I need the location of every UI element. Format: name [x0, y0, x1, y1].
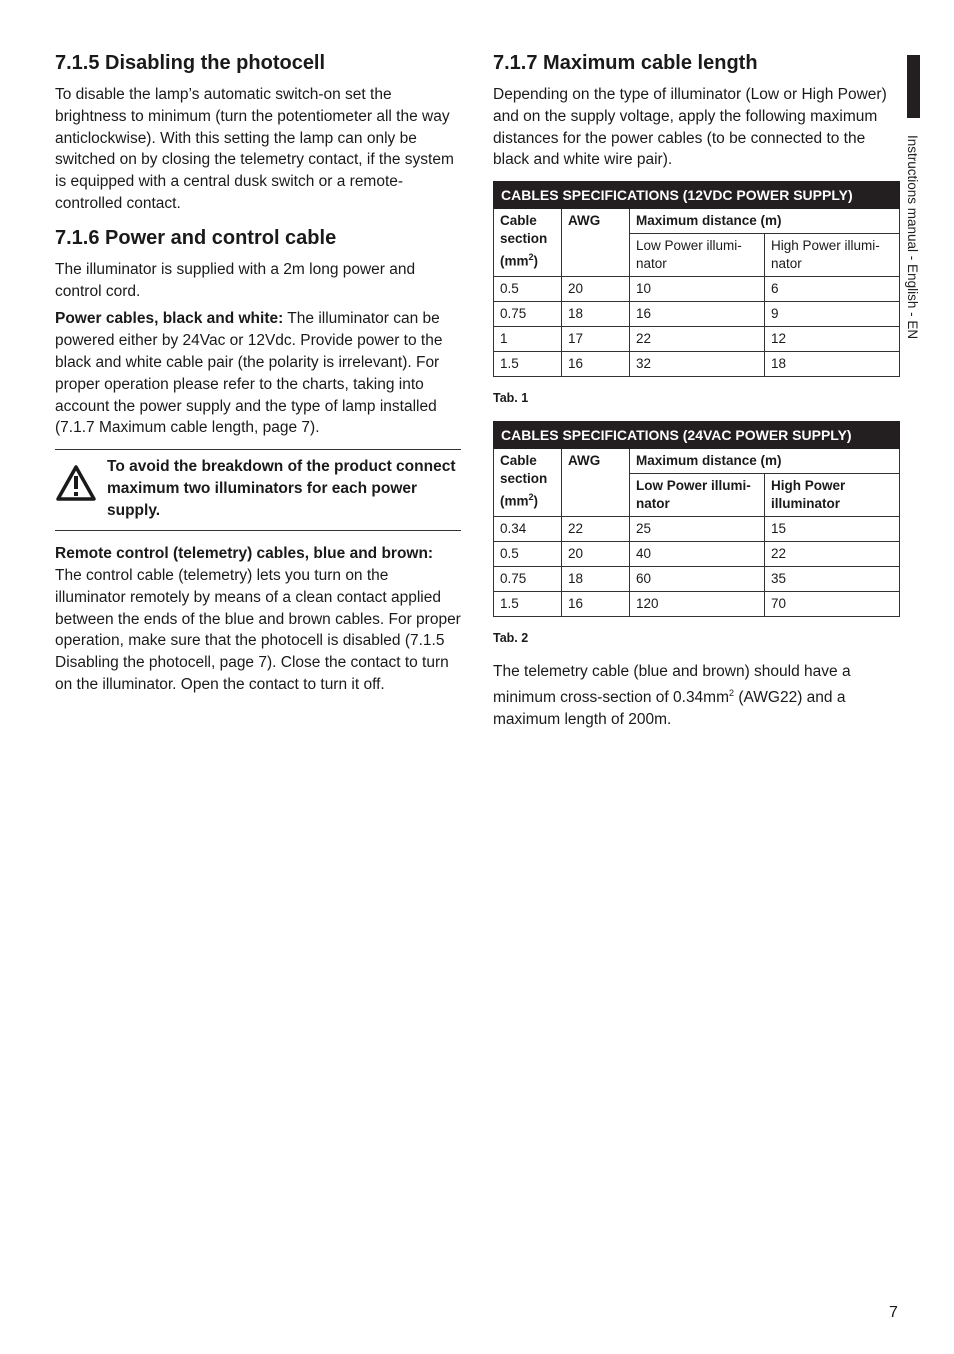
table-cell: 120 [630, 592, 765, 617]
header-sup: 2 [528, 492, 534, 503]
table-cell: 1 [494, 327, 562, 352]
table-row [494, 542, 900, 567]
telemetry-paragraph [55, 543, 461, 696]
table-cell: 1.5 [494, 592, 562, 617]
header-high-power: High Power illuminator [765, 474, 900, 517]
table-cell: 10 [630, 277, 765, 302]
table-row [494, 517, 900, 542]
header-unit: (mm [500, 253, 529, 269]
telemetry-spec-paragraph [493, 661, 900, 731]
warning-triangle-icon [55, 464, 99, 507]
table-12vdc-caption: CABLES SPECIFICATIONS (12VDC POWER SUPPLY) [494, 182, 900, 209]
section-7-1-5-title: 7.1.5 Disabling the photocell [55, 52, 326, 74]
header-close: ) [533, 253, 539, 269]
table-cell: 9 [765, 302, 900, 327]
power-cables-label: Power cables, black and white: [55, 310, 284, 328]
section-7-1-7-intro: Depending on the type of illuminator (Low or High Power) and on the supply voltage, apply the following maximum distances for the power cables (to be connected to the black and white wire pair). [493, 86, 887, 169]
table-12vdc-body [494, 277, 900, 377]
power-cables-paragraph [55, 308, 461, 439]
header-close: ) [533, 493, 539, 509]
table-cell: 22 [765, 542, 900, 567]
table-2-label: Tab. 2 [493, 631, 529, 646]
table-cell: 15 [765, 517, 900, 542]
table-row [494, 352, 900, 377]
table-cell: 32 [630, 352, 765, 377]
header-awg: AWG [562, 209, 630, 277]
power-cord-paragraph: The illuminator is supplied with a 2m long power and control cord. [55, 260, 416, 300]
header-section-text: Cable section [500, 213, 548, 247]
table-cell: 40 [630, 542, 765, 567]
left-column [55, 50, 461, 702]
power-cables-text: The illuminator can be powered either by 24Vac or 12Vdc. Provide power to the black and white cable pair (the polarity is irrelevant). For proper operation please refer to the charts, taking into account the power supply and the type of lamp installed (7.1.7 Maximum cable length, page 7). [55, 310, 443, 437]
header-high-power: High Power illumi-nator [765, 234, 900, 277]
table-cell: 18 [562, 302, 630, 327]
warning-box [55, 449, 461, 531]
table-cell: 35 [765, 567, 900, 592]
table-1-label: Tab. 1 [493, 391, 529, 406]
header-cable-section [494, 209, 562, 277]
table-24vac-caption: CABLES SPECIFICATIONS (24VAC POWER SUPPLY) [494, 422, 900, 449]
telemetry-text: The control cable (telemetry) lets you turn on the illuminator remotely by means of a clean contact applied between the ends of the blue and brown cables. For proper operation, make sure that the photocell is disabled (7.1.5 Disabling the photocell, page 7). Close the contact to turn on the illuminator. Open the contact to turn it off. [55, 566, 461, 693]
table-row [494, 277, 900, 302]
table-cell: 0.34 [494, 517, 562, 542]
table-cell: 18 [562, 567, 630, 592]
telemetry-label: Remote control (telemetry) cables, blue and brown: [55, 545, 434, 563]
side-tab-marker [907, 55, 920, 118]
table-row [494, 567, 900, 592]
table-cell: 12 [765, 327, 900, 352]
header-max-distance: Maximum distance (m) [630, 209, 900, 234]
sidebar-label: Instructions manual - English - EN [905, 135, 920, 340]
table-cell: 16 [562, 352, 630, 377]
table-cell: 18 [765, 352, 900, 377]
table-cell: 16 [630, 302, 765, 327]
table-cell: 22 [562, 517, 630, 542]
table-cell: 0.75 [494, 302, 562, 327]
telemetry-spec-sup: 2 [729, 687, 735, 698]
right-column [493, 50, 900, 737]
table-cell: 22 [630, 327, 765, 352]
telemetry-spec-text-a: The telemetry cable (blue and brown) should have a minimum cross-section of 0.34mm [493, 663, 851, 707]
header-low-power: Low Power illumi-nator [630, 474, 765, 517]
table-cell: 25 [630, 517, 765, 542]
table-cell: 0.75 [494, 567, 562, 592]
page-number: 7 [889, 1304, 898, 1321]
table-cell: 17 [562, 327, 630, 352]
header-sup: 2 [528, 252, 534, 263]
table-12vdc [493, 181, 900, 377]
table-24vac-body [494, 517, 900, 617]
warning-text: To avoid the breakdown of the product connect maximum two illuminators for each power supply. [107, 458, 456, 520]
table-cell: 60 [630, 567, 765, 592]
table-row [494, 592, 900, 617]
table-cell: 16 [562, 592, 630, 617]
header-max-distance: Maximum distance (m) [630, 449, 900, 474]
table-24vac [493, 421, 900, 617]
table-cell: 1.5 [494, 352, 562, 377]
header-cable-section [494, 449, 562, 517]
table-row [494, 327, 900, 352]
table-cell: 20 [562, 542, 630, 567]
table-cell: 6 [765, 277, 900, 302]
section-7-1-7-title: 7.1.7 Maximum cable length [493, 52, 758, 74]
header-low-power: Low Power illumi-nator [630, 234, 765, 277]
table-cell: 20 [562, 277, 630, 302]
telemetry-spec-text-b: (AWG22) and a maximum length of 200m. [493, 689, 846, 728]
table-cell: 0.5 [494, 542, 562, 567]
header-section-text: Cable section [500, 453, 548, 487]
section-7-1-5-body: To disable the lamp’s automatic switch-on set the brightness to minimum (turn the potentiometer all the way anticlockwise). With this setting the lamp can only be switched on by closing the telemetry contact, if the system is equipped with a central dusk switch or a remote-controlled contact. [55, 86, 454, 212]
section-7-1-6-title: 7.1.6 Power and control cable [55, 226, 337, 249]
header-awg: AWG [562, 449, 630, 517]
table-row [494, 302, 900, 327]
table-cell: 0.5 [494, 277, 562, 302]
table-cell: 70 [765, 592, 900, 617]
header-unit: (mm [500, 493, 529, 509]
